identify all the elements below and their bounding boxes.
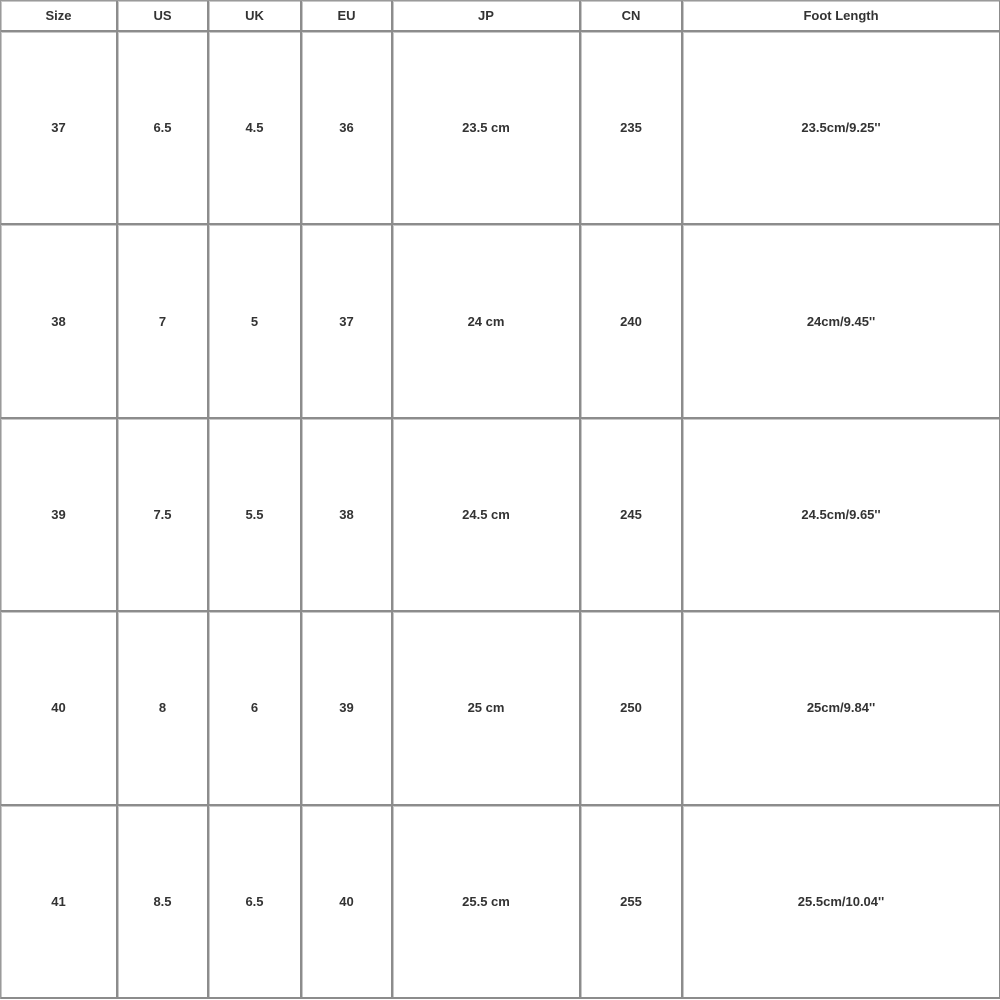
cell-jp: 23.5 cm (393, 32, 581, 225)
cell-size: 39 (1, 419, 118, 612)
cell-jp: 25 cm (393, 612, 581, 805)
cell-foot-length: 24cm/9.45'' (683, 225, 1000, 418)
cell-eu: 39 (302, 612, 393, 805)
cell-eu: 37 (302, 225, 393, 418)
cell-us: 8 (118, 612, 209, 805)
column-header-uk: UK (209, 1, 302, 32)
cell-eu: 38 (302, 419, 393, 612)
cell-size: 40 (1, 612, 118, 805)
table-row (1, 419, 1000, 612)
cell-jp: 24 cm (393, 225, 581, 418)
column-header-us: US (118, 1, 209, 32)
cell-eu: 40 (302, 806, 393, 999)
cell-uk: 6 (209, 612, 302, 805)
cell-cn: 235 (581, 32, 683, 225)
cell-size: 37 (1, 32, 118, 225)
cell-us: 8.5 (118, 806, 209, 999)
cell-size: 38 (1, 225, 118, 418)
column-header-eu: EU (302, 1, 393, 32)
column-header-foot-length: Foot Length (683, 1, 1000, 32)
cell-jp: 24.5 cm (393, 419, 581, 612)
cell-cn: 255 (581, 806, 683, 999)
cell-foot-length: 25.5cm/10.04'' (683, 806, 1000, 999)
cell-us: 7.5 (118, 419, 209, 612)
cell-jp: 25.5 cm (393, 806, 581, 999)
table-row (1, 612, 1000, 805)
table-body (1, 32, 1000, 999)
cell-eu: 36 (302, 32, 393, 225)
cell-foot-length: 25cm/9.84'' (683, 612, 1000, 805)
cell-size: 41 (1, 806, 118, 999)
header-row (1, 1, 1000, 32)
column-header-size: Size (1, 1, 118, 32)
table-row (1, 32, 1000, 225)
cell-uk: 5 (209, 225, 302, 418)
column-header-jp: JP (393, 1, 581, 32)
table-header (1, 1, 1000, 32)
cell-uk: 5.5 (209, 419, 302, 612)
column-header-cn: CN (581, 1, 683, 32)
cell-cn: 250 (581, 612, 683, 805)
cell-uk: 4.5 (209, 32, 302, 225)
table-row (1, 806, 1000, 999)
cell-cn: 245 (581, 419, 683, 612)
cell-us: 6.5 (118, 32, 209, 225)
cell-foot-length: 23.5cm/9.25'' (683, 32, 1000, 225)
table-row (1, 225, 1000, 418)
cell-uk: 6.5 (209, 806, 302, 999)
cell-cn: 240 (581, 225, 683, 418)
cell-us: 7 (118, 225, 209, 418)
cell-foot-length: 24.5cm/9.65'' (683, 419, 1000, 612)
